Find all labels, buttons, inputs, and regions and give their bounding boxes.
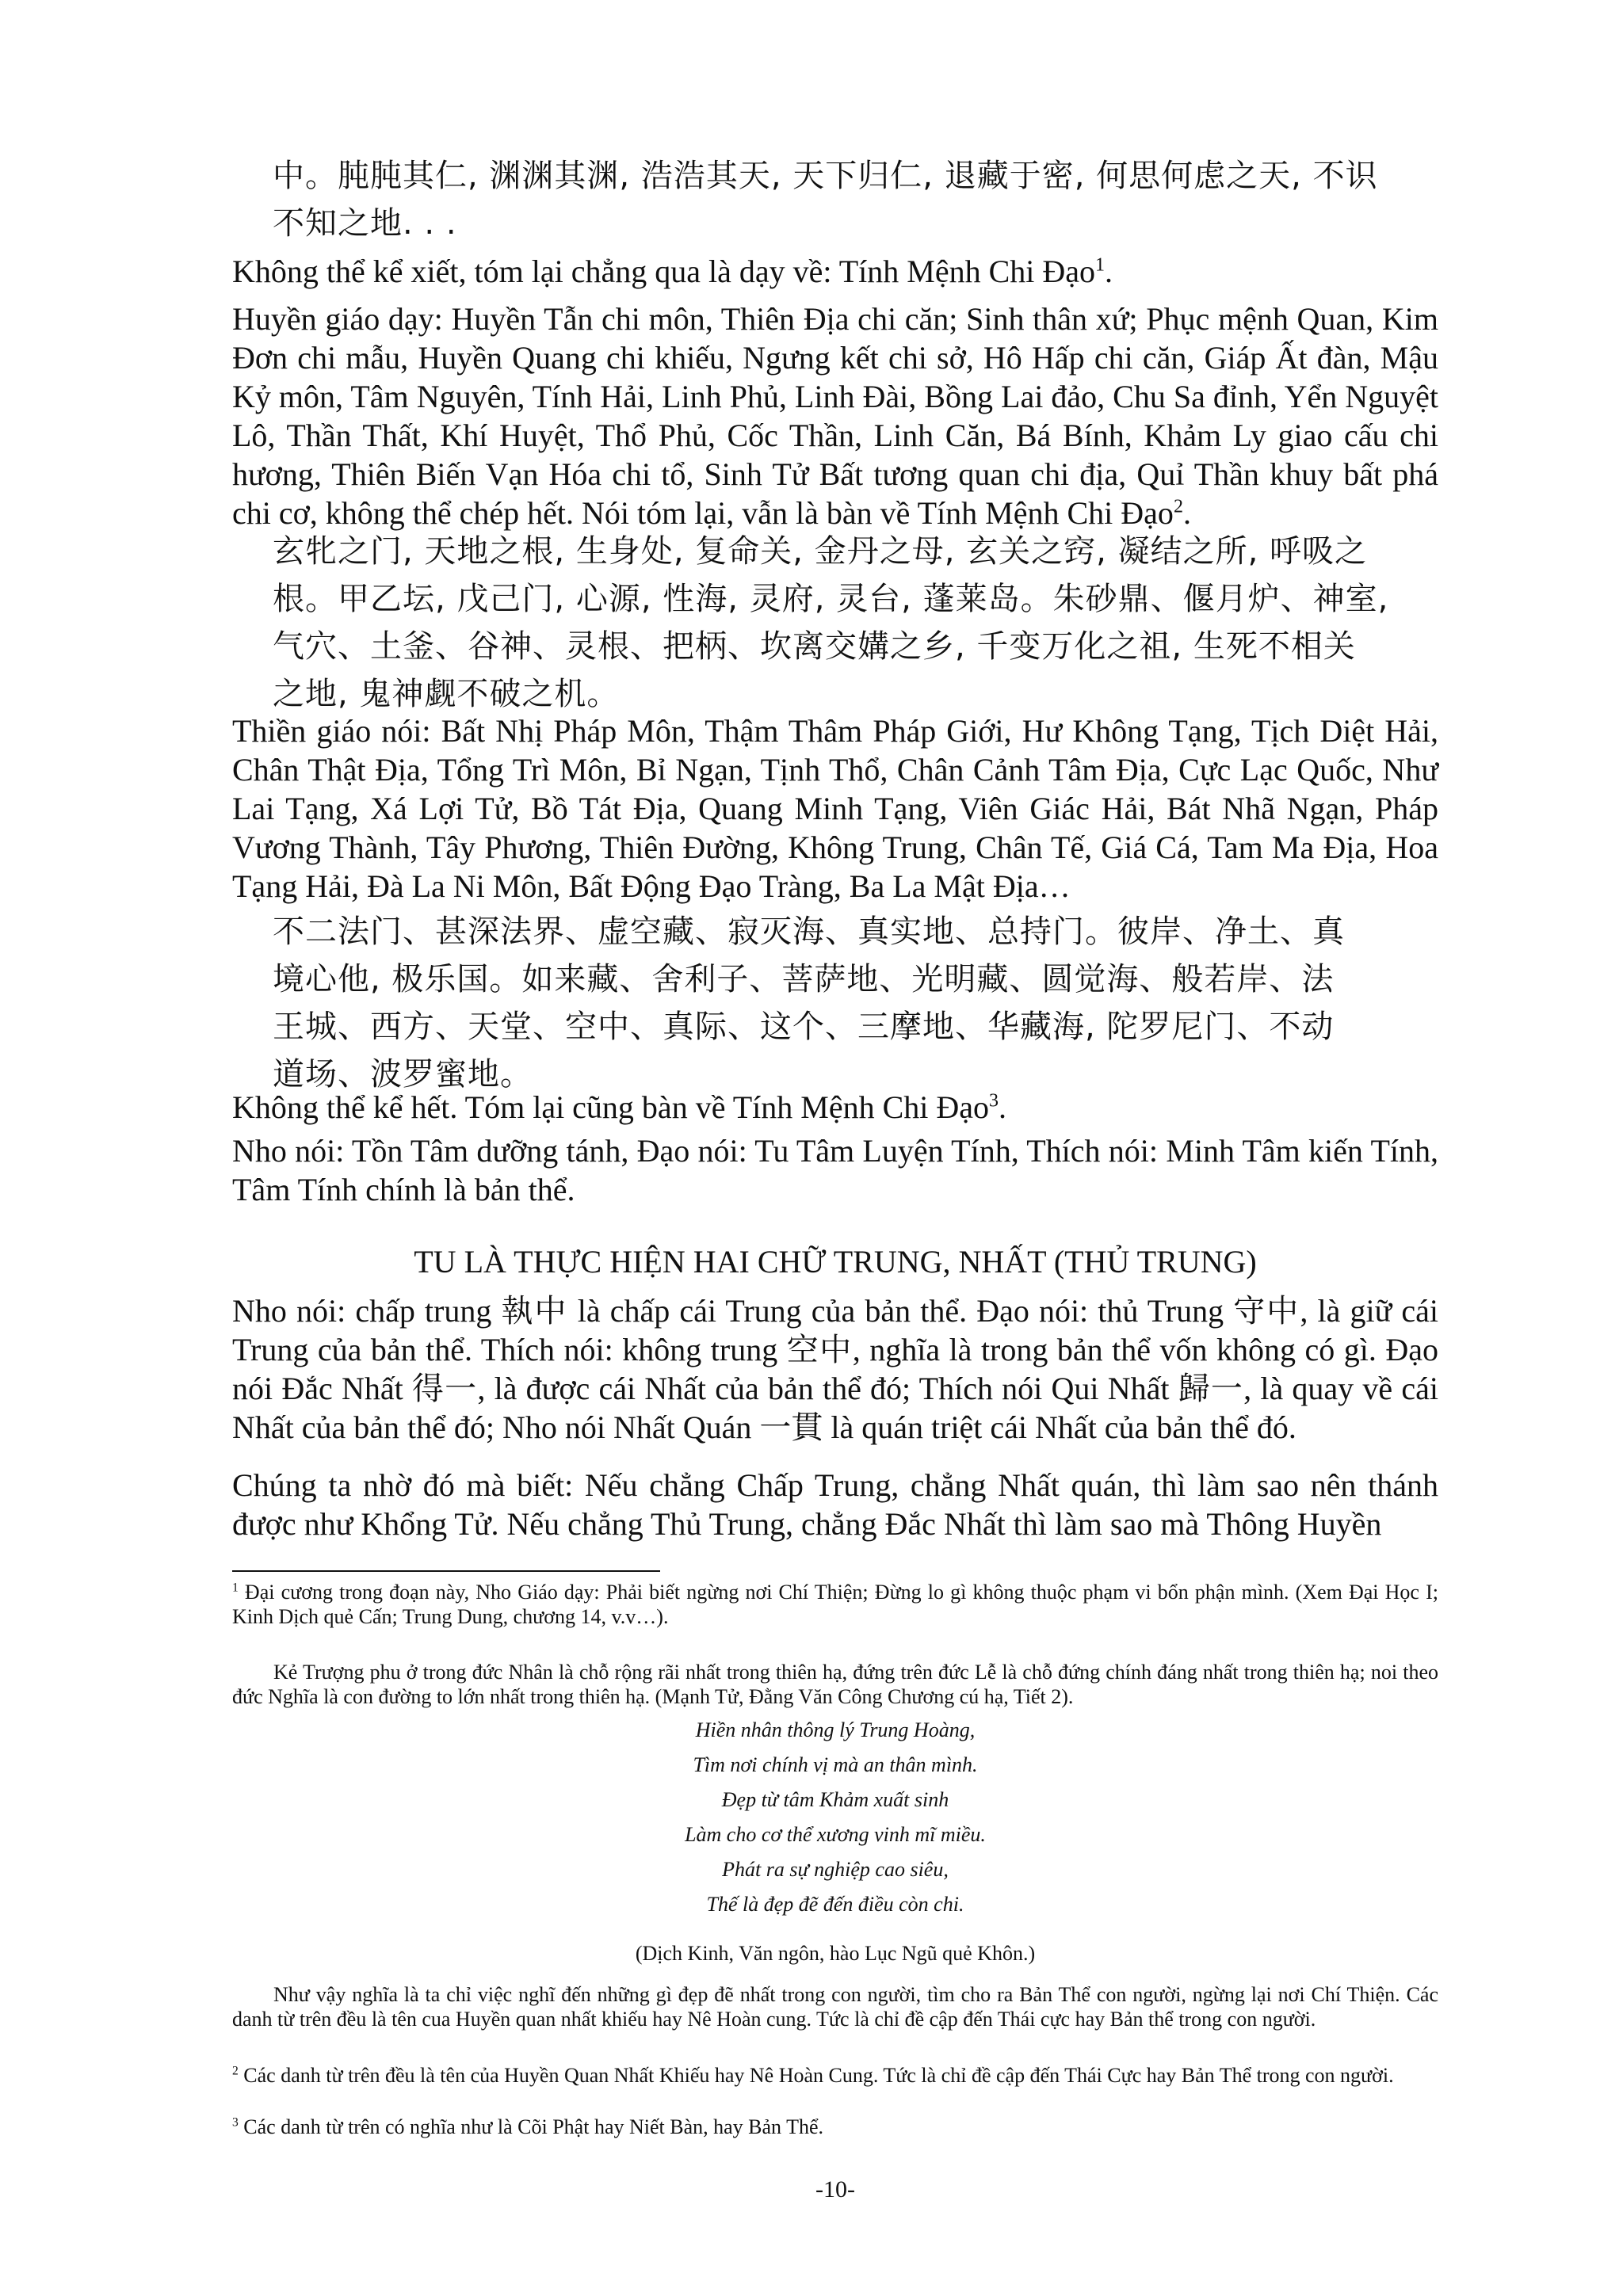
paragraph-text: Chúng ta nhờ đó mà biết: Nếu chẳng Chấp Trung, chẳng Nhất quán, thì làm sao nên thánh được như Khổng Tử. Nếu chẳng Thủ Trung, chẳng Đắc Nhất thì làm sao mà Thông Huyền (232, 1467, 1438, 1542)
footnote-2 (232, 2063, 1438, 2088)
paragraph-3 (232, 711, 1438, 906)
footnote-ref[interactable]: 3 (989, 1090, 999, 1112)
chinese-line: 中。肫肫其仁, 渊渊其渊, 浩浩其天, 天下归仁, 退藏于密, 何思何虑之天, 不识 (273, 158, 1378, 194)
chinese-quote-3 (273, 908, 1400, 1098)
footnote-text: Kẻ Trượng phu ở trong đức Nhân là chỗ rộng rãi nhất trong thiên hạ, đứng trên đức Lễ là chỗ đứng chính đáng nhất trong thiên hạ; noi theo đức Nghĩa là con đường to lớn nhất trong thiên hạ. (Mạnh Tử, Đằng Văn Công Chương cú hạ, Tiết 2). (232, 1661, 1438, 1708)
poem-line: Hiền nhân thông lý Trung Hoàng, (695, 1718, 976, 1741)
paragraph-text: Thiền giáo nói: Bất Nhị Pháp Môn, Thậm Thâm Pháp Giới, Hư Không Tạng, Tịch Diệt Hải, Chân Thật Địa, Tổng Trì Môn, Bỉ Ngạn, Tịnh Thổ, Chân Cảnh Tâm Địa, Cực Lạc Quốc, Như Lai Tạng, Xá Lợi Tử, Bồ Tát Địa, Quang Minh Tạng, Viên Giác Hải, Bát Nhã Ngạn, Pháp Vương Thành, Tây Phương, Thiên Đường, Không Trung, Chân Tế, Giá Cá, Tam Ma Địa, Hoa Tạng Hải, Đà La Ni Môn, Bất Động Đạo Tràng, Ba La Mật Địa… (232, 713, 1438, 904)
paragraph-7 (232, 1466, 1438, 1543)
chinese-line: 根。甲乙坛, 戊己门, 心源, 性海, 灵府, 灵台, 蓬莱岛。朱砂鼎、偃月炉、神室, (273, 581, 1389, 617)
paragraph-5 (232, 1131, 1438, 1209)
chinese-line: 玄牝之门, 天地之根, 生身处, 复命关, 金丹之母, 玄关之窍, 凝结之所, 呼吸之 (273, 533, 1368, 570)
paragraph-text: Không thể kể xiết, tóm lại chẳng qua là dạy về: Tính Mệnh Chi Đạo (232, 254, 1096, 289)
footnote-ref[interactable]: 1 (1095, 254, 1106, 276)
chinese-line: 之地, 鬼神觑不破之机。 (273, 676, 620, 712)
footnote-1-continued (232, 1660, 1438, 1709)
paragraph-text: Nho nói: chấp trung 執中 là chấp cái Trung của bản thể. Đạo nói: thủ Trung 守中, là giữ cái Trung của bản thể. Thích nói: không trung 空中, nghĩa là trong bản thể vốn không có gì. Đạo nói Đắc Nhất 得一, là được cái Nhất của bản thể đó; Thích nói Qui Nhất 歸一, là quay về cái Nhất của bản thể đó; Nho nói Nhất Quán 一貫 là quán triệt cái Nhất của bản thể đó. (232, 1293, 1438, 1445)
chinese-quote-2 (273, 528, 1400, 718)
footnote-separator (232, 1570, 660, 1572)
chinese-line: 王城、西方、天堂、空中、真际、这个、三摩地、华藏海, 陀罗尼门、不动 (273, 1009, 1335, 1045)
footnote-text: Các danh từ trên có nghĩa như là Cõi Phật hay Niết Bàn, hay Bản Thể. (238, 2115, 824, 2138)
paragraph-4 (232, 1088, 1438, 1127)
poem-source: (Dịch Kinh, Văn ngôn, hào Lục Ngũ quẻ Khôn.) (635, 1942, 1036, 1965)
period: . (1182, 495, 1191, 531)
footnote-text: Như vậy nghĩa là ta chỉ việc nghĩ đến những gì đẹp đẽ nhất trong con người, tìm cho ra Bản Thể con người, ngừng lại nơi Chí Thiện. Các danh từ trên đều là tên cua Huyền quan nhất khiếu hay Nê Hoàn cung. Tức là chỉ đề cập đến Thái cực hay Bản thể trong con người. (232, 1983, 1438, 2031)
poem-line: Làm cho cơ thể xương vinh mĩ miều. (685, 1823, 986, 1846)
paragraph-2 (232, 299, 1438, 532)
period: . (999, 1089, 1007, 1125)
paragraph-text: Huyền giáo dạy: Huyền Tẫn chi môn, Thiên Địa chi căn; Sinh thân xứ; Phục mệnh Quan, Kim Đơn chi mẫu, Huyền Quang chi khiếu, Ngưng kết chi sở, Hô Hấp chi căn, Giáp Ất đàn, Mậu Kỷ môn, Tâm Nguyên, Tính Hải, Linh Phủ, Linh Đài, Bồng Lai đảo, Chu Sa đỉnh, Yển Nguyệt Lô, Thần Thất, Khí Huyệt, Thổ Phủ, Cốc Thần, Linh Căn, Bá Bính, Khảm Ly giao cấu chi hương, Thiên Biến Vạn Hóa chi tổ, Sinh Tử Bất tương quan chi địa, Quỉ Thần khuy bất phá chi cơ, không thể chép hết. Nói tóm lại, vẫn là bàn về Tính Mệnh Chi Đạo (232, 301, 1438, 531)
footnote-text: Các danh từ trên đều là tên của Huyền Quan Nhất Khiếu hay Nê Hoàn Cung. Tức là chỉ đề cập đến Thái Cực hay Bản Thể trong con người. (238, 2064, 1394, 2087)
footnote-text: Đại cương trong đoạn này, Nho Giáo dạy: Phải biết ngừng nơi Chí Thiện; Đừng lo gì không thuộc phạm vi bổn phận mình. (Xem Đại Học I; Kinh Dịch quẻ Cấn; Trung Dung, chương 14, v.v…). (232, 1581, 1438, 1628)
paragraph-1 (232, 252, 1438, 291)
poem-line: Phát ra sự nghiệp cao siêu, (722, 1858, 949, 1881)
poem-line: Thế là đẹp đẽ đến điều còn chi. (706, 1893, 964, 1916)
poem-line: Tìm nơi chính vị mà an thân mình. (693, 1753, 978, 1776)
footnote-1-conclusion (232, 1982, 1438, 2031)
footnote-1 (232, 1580, 1438, 1629)
paragraph-6 (232, 1291, 1438, 1447)
chinese-line: 道场、波罗蜜地。 (273, 1056, 533, 1093)
chinese-line: 不二法门、甚深法界、虚空藏、寂灭海、真实地、总持门。彼岸、净土、真 (273, 913, 1345, 950)
poem-line: Đẹp từ tâm Khảm xuất sinh (721, 1788, 949, 1811)
chinese-quote-1 (273, 152, 1400, 247)
footnote-ref[interactable]: 2 (1173, 496, 1183, 517)
chinese-line: 不知之地. . . (273, 205, 457, 242)
footnote-number: 2 (232, 2064, 239, 2078)
footnote-number: 1 (232, 1581, 239, 1595)
footnote-3 (232, 2115, 1438, 2139)
footnote-number: 3 (232, 2115, 239, 2130)
section-heading: TU LÀ THỰC HIỆN HAI CHỮ TRUNG, NHẤT (THỦ TRUNG) (414, 1244, 1257, 1280)
paragraph-text: Không thể kể hết. Tóm lại cũng bàn về Tính Mệnh Chi Đạo (232, 1089, 990, 1125)
footnote-poem (232, 1713, 1438, 1922)
period: . (1105, 254, 1113, 289)
paragraph-text: Nho nói: Tồn Tâm dưỡng tánh, Đạo nói: Tu Tâm Luyện Tính, Thích nói: Minh Tâm kiến Tính, Tâm Tính chính là bản thể. (232, 1133, 1438, 1207)
chinese-line: 境心他, 极乐国。如来藏、舍利子、菩萨地、光明藏、圆觉海、般若岸、法 (273, 961, 1335, 997)
chinese-line: 气穴、土釜、谷神、灵根、把柄、坎离交媾之乡, 千变万化之祖, 生死不相关 (273, 628, 1356, 665)
page-number: -10- (815, 2176, 855, 2203)
